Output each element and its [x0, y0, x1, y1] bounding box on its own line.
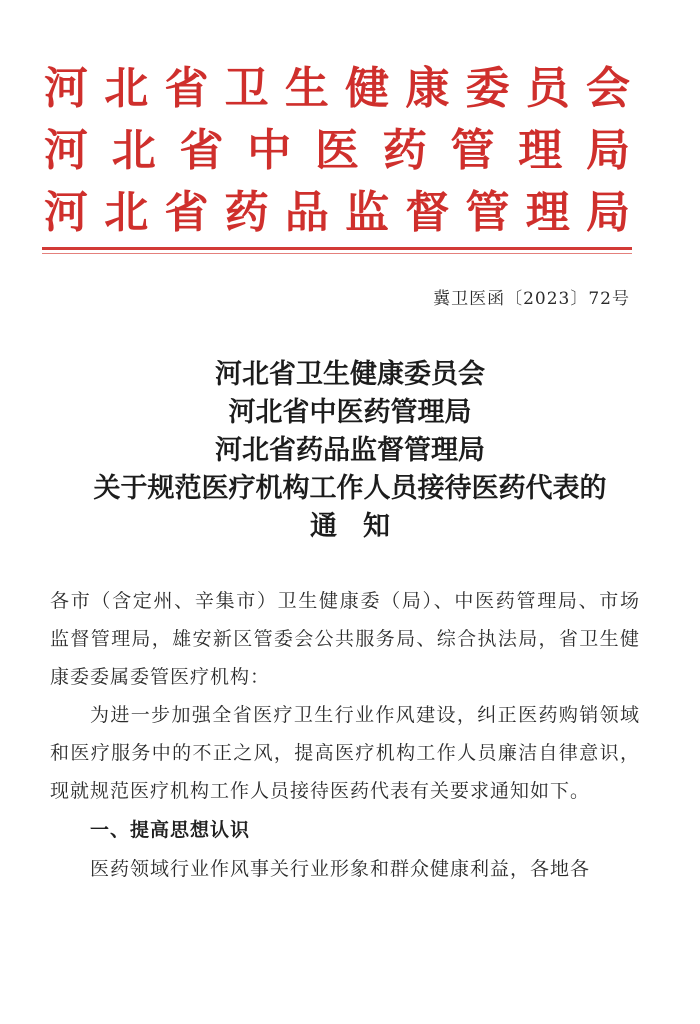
section-heading-1: 一、提高思想认识: [90, 819, 251, 841]
title-line-3: 河北省药品监督管理局: [215, 435, 485, 466]
document-title: [0, 356, 700, 546]
title-line-2: 河北省中医药管理局: [228, 397, 472, 428]
section-1-paragraph: 医药领域行业作风事关行业形象和群众健康利益，各地各: [90, 858, 591, 880]
letterhead-divider: [42, 247, 632, 250]
letterhead-agency-drug-administration: 河北省药品监督管理局: [44, 187, 632, 238]
letterhead-divider-thin: [42, 253, 632, 254]
document-number: 冀卫医函〔2023〕72号: [433, 289, 630, 309]
title-line-4: 关于规范医疗机构工作人员接待医药代表的: [93, 473, 607, 504]
title-line-notice: 通知: [310, 511, 416, 542]
document-body: [50, 582, 640, 888]
red-letterhead: [44, 58, 632, 244]
addressee-paragraph: 各市（含定州、辛集市）卫生健康委（局）、中医药管理局、市场监督管理局，雄安新区管委会公共服务局、综合执法局，省卫生健康委委属委管医疗机构：: [50, 590, 640, 688]
intro-paragraph: 为进一步加强全省医疗卫生行业作风建设，纠正医药购销领域和医疗服务中的不正之风，提高医疗机构工作人员廉洁自律意识，现就规范医疗机构工作人员接待医药代表有关要求通知如下。: [50, 704, 640, 802]
letterhead-agency-tcm-administration: 河北省中医药管理局: [44, 125, 632, 176]
title-line-1: 河北省卫生健康委员会: [215, 359, 485, 390]
letterhead-agency-health-commission: 河北省卫生健康委员会: [44, 63, 632, 114]
